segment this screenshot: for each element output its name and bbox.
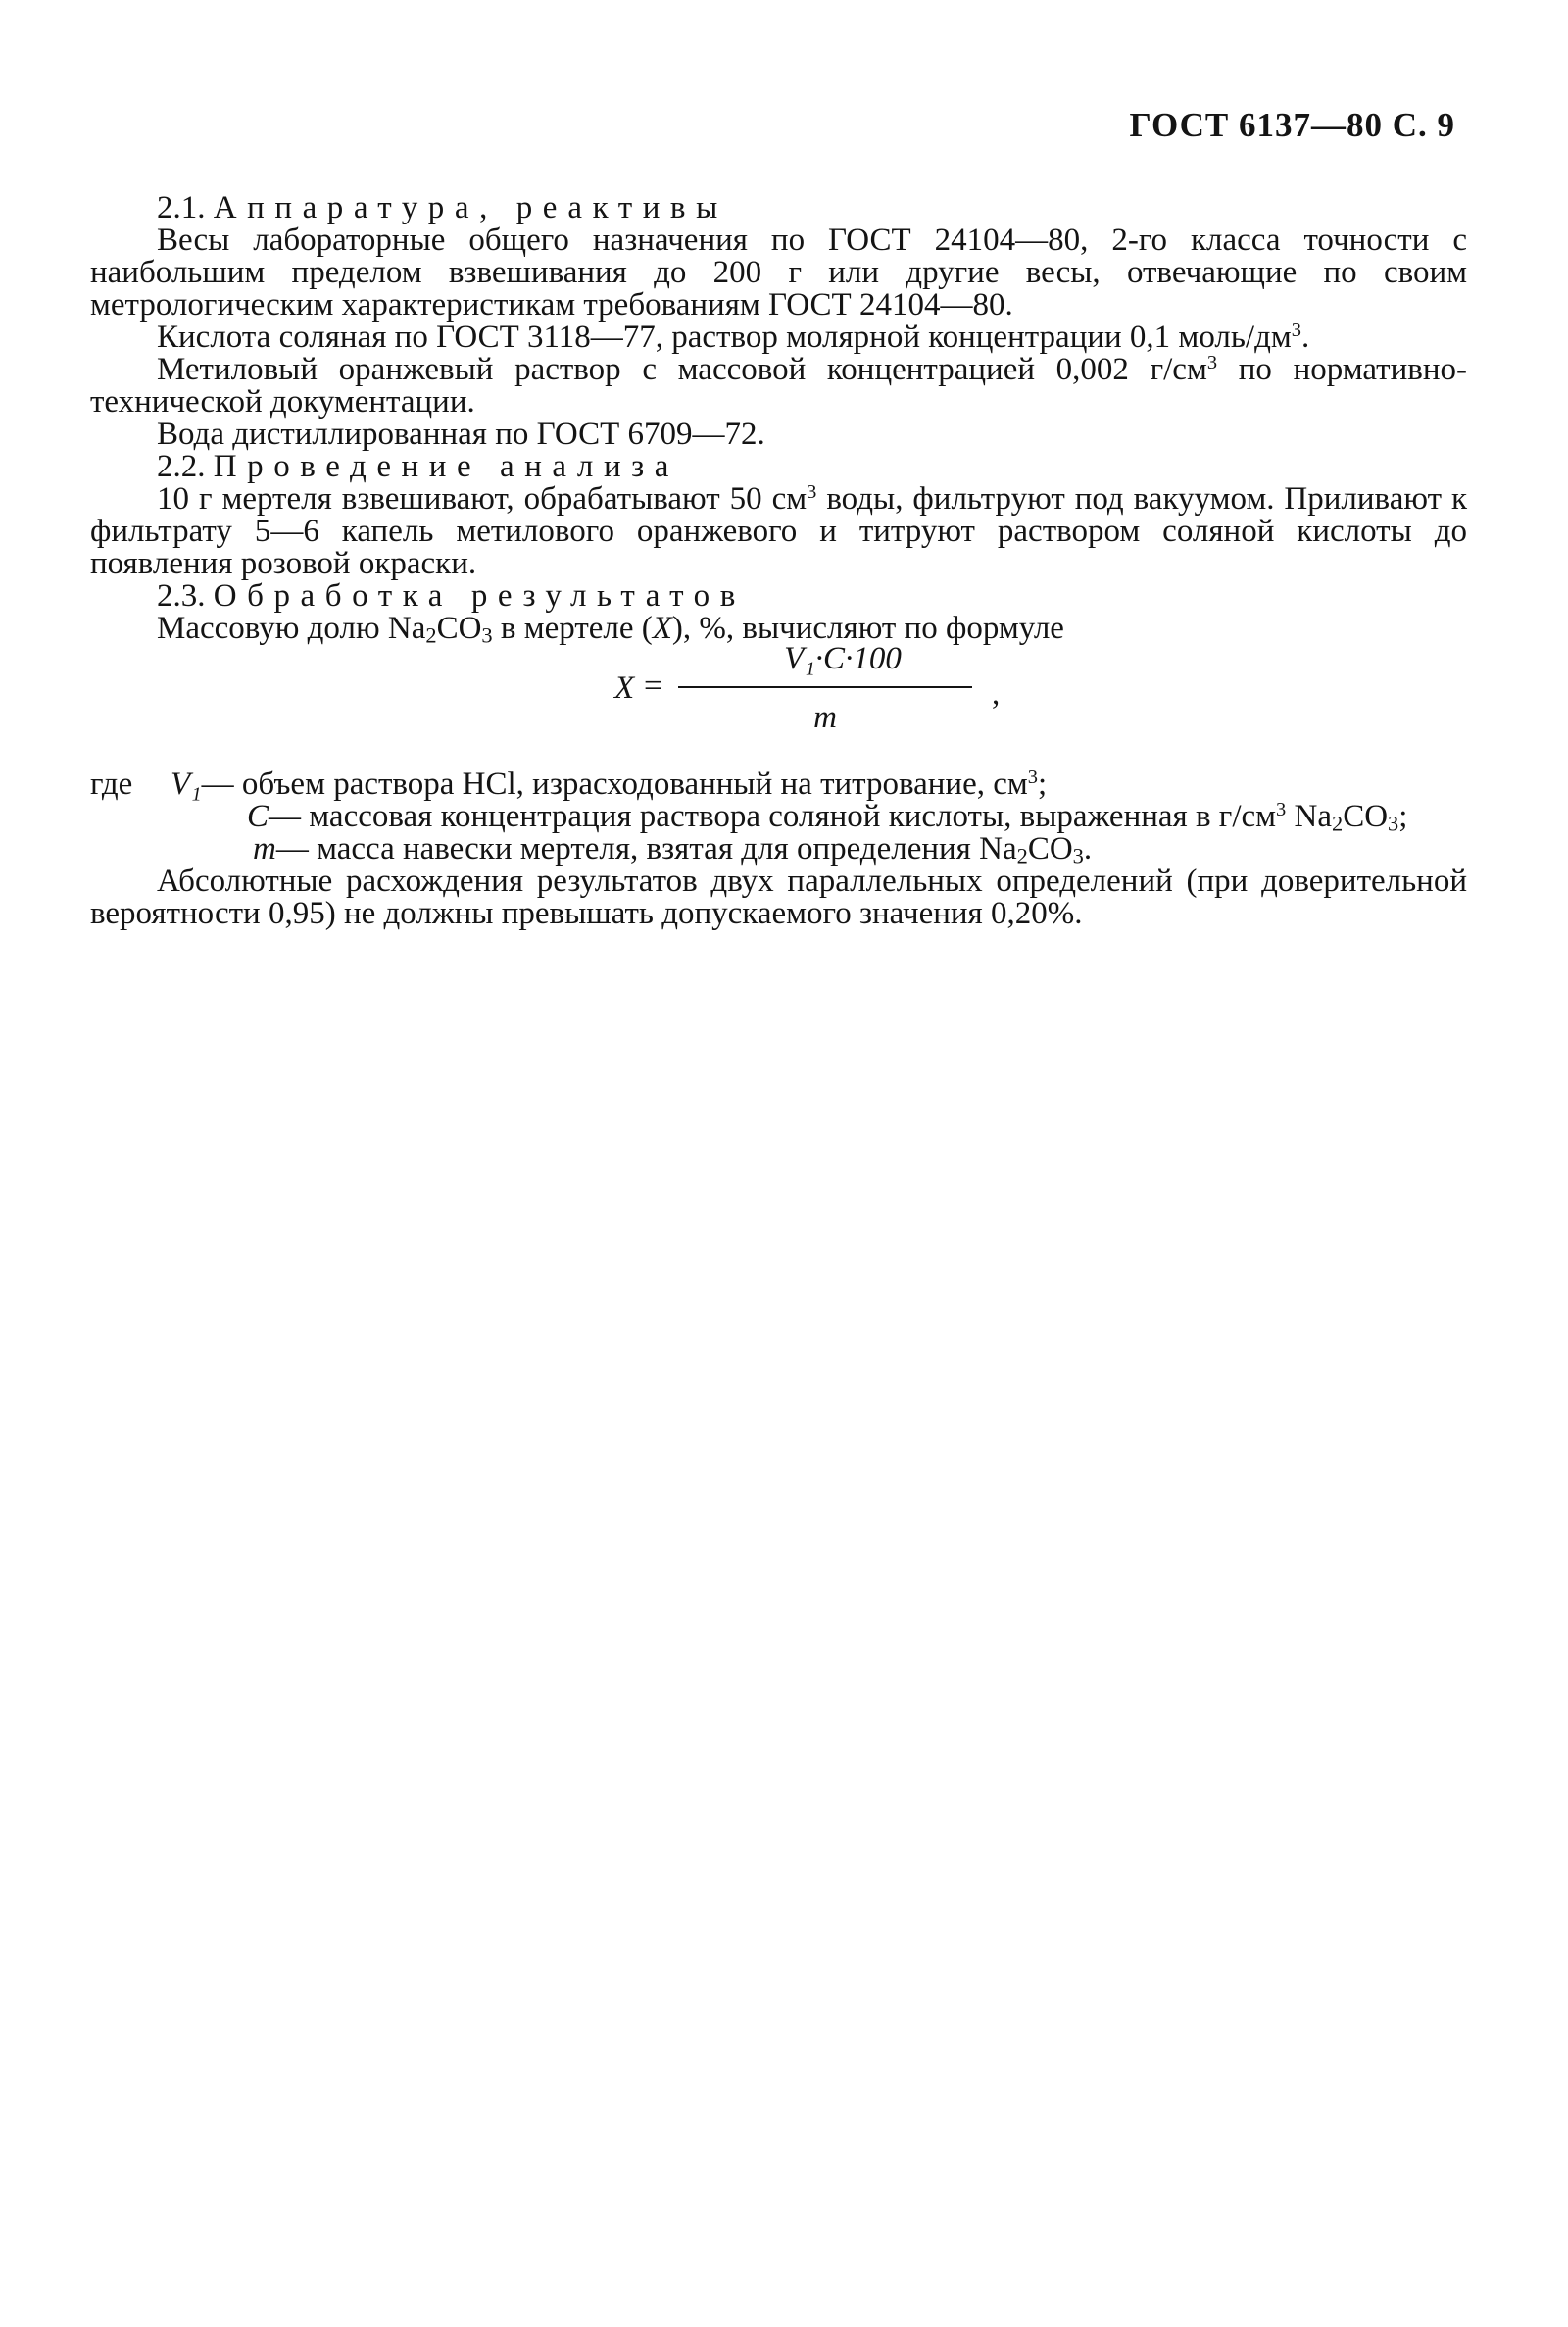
text-run: в мертеле ( — [492, 611, 653, 646]
definition-text — [276, 833, 1467, 866]
section-number: 2.1. — [157, 190, 206, 225]
paragraph-scales: Весы лабораторные общего назначения по ГОСТ 24104—80, 2-го класса точности с наибольшим пределом взвешивания до 200 г или другие весы, отвечающие по своим метрологическим характеристикам требованиям ГОСТ 24104—80. — [90, 223, 1467, 322]
section-heading-2-3 — [90, 580, 1467, 613]
text-run: Кислота соляная по ГОСТ 3118—77, раствор молярной концентрации 0,1 моль/дм — [157, 320, 1292, 355]
section-title: Обработка результатов — [213, 578, 746, 614]
document-body — [90, 192, 1467, 930]
section-number: 2.2. — [157, 449, 206, 484]
paragraph-water: Вода дистиллированная по ГОСТ 6709—72. — [157, 417, 765, 452]
subscript: 3 — [1388, 811, 1399, 836]
definition-symbol: V₁ — [171, 767, 202, 802]
text-run: 10 г мертеля взвешивают, обрабатывают 50 см — [157, 481, 808, 517]
definition-symbol: m — [253, 831, 276, 866]
subscript: 3 — [1072, 843, 1084, 868]
subscript: 2 — [1016, 843, 1028, 868]
subscript: 3 — [481, 622, 493, 648]
text-run: CO — [1343, 799, 1389, 834]
text-run: Массовую долю Na — [157, 611, 426, 646]
section-title: Проведение анализа — [213, 449, 679, 484]
definition-text — [202, 768, 1467, 801]
superscript: 3 — [1027, 766, 1038, 788]
text-run: — массовая концентрация раствора соляной кислоты, выраженная в г/см — [269, 799, 1277, 834]
variable-definitions — [90, 768, 1467, 866]
text-run: — объем раствора HCl, израсходованный на титрование, см — [201, 767, 1028, 802]
superscript: 3 — [807, 480, 817, 503]
page-header: ГОСТ 6137—80 С. 9 — [1129, 106, 1455, 144]
definition-text — [269, 798, 1467, 836]
formula-comma: , — [992, 676, 1001, 712]
definition-m — [90, 833, 1467, 866]
section-title: Аппаратура, реактивы — [213, 190, 728, 225]
section-number: 2.3. — [157, 578, 206, 614]
text-run: ; — [1398, 799, 1408, 834]
section-heading-2-1 — [90, 192, 1467, 224]
formula-lhs: X — [614, 670, 635, 706]
variable-x: X — [652, 611, 672, 646]
text-run: ), %, вычисляют по формуле — [671, 611, 1064, 646]
formula-equals: = — [644, 668, 662, 704]
definition-lead: где — [90, 767, 133, 802]
text-run: CO — [1027, 831, 1073, 866]
subscript: 2 — [1331, 811, 1344, 836]
definition-symbol: C — [247, 799, 270, 834]
superscript: 3 — [1276, 798, 1287, 820]
text-run: — масса навески мертеля, взятая для определения Na — [275, 831, 1017, 866]
paragraph-acid — [90, 319, 1467, 355]
text-run: . — [1300, 320, 1310, 355]
paragraph-methyl-orange — [90, 351, 1467, 420]
text-run: CO — [436, 611, 482, 646]
text-run: Na — [1286, 799, 1332, 834]
text-run: по нормативно-технической документации. — [90, 352, 1467, 420]
text-run: . — [1083, 831, 1093, 866]
text-run: Метиловый оранжевый раствор с массовой концентрацией 0,002 г/см — [157, 352, 1207, 387]
formula-mass-fraction — [90, 641, 1467, 759]
formula-numerator: V₁·C·100 — [784, 641, 902, 676]
paragraph-procedure — [90, 480, 1467, 581]
text-run: ; — [1038, 767, 1048, 802]
section-heading-2-2 — [90, 451, 1467, 483]
text-run: воды, фильтруют под вакуумом. Приливают к фильтрату 5—6 капель метилового оранжевого и титруют раствором соляной кислоты до появления розовой окраски. — [90, 481, 1467, 581]
definition-c — [90, 798, 1467, 836]
paragraph-mass-fraction — [90, 611, 1467, 648]
subscript: 2 — [425, 622, 437, 648]
paragraph-tolerance: Абсолютные расхождения результатов двух параллельных определений (при доверительной вероятности 0,95) не должны превышать допускаемого значения 0,20%. — [90, 864, 1467, 931]
formula-denominator: m — [813, 700, 837, 735]
superscript: 3 — [1291, 319, 1301, 341]
superscript: 3 — [1206, 351, 1218, 373]
definition-v1 — [90, 768, 1467, 801]
fraction-bar — [678, 686, 972, 688]
